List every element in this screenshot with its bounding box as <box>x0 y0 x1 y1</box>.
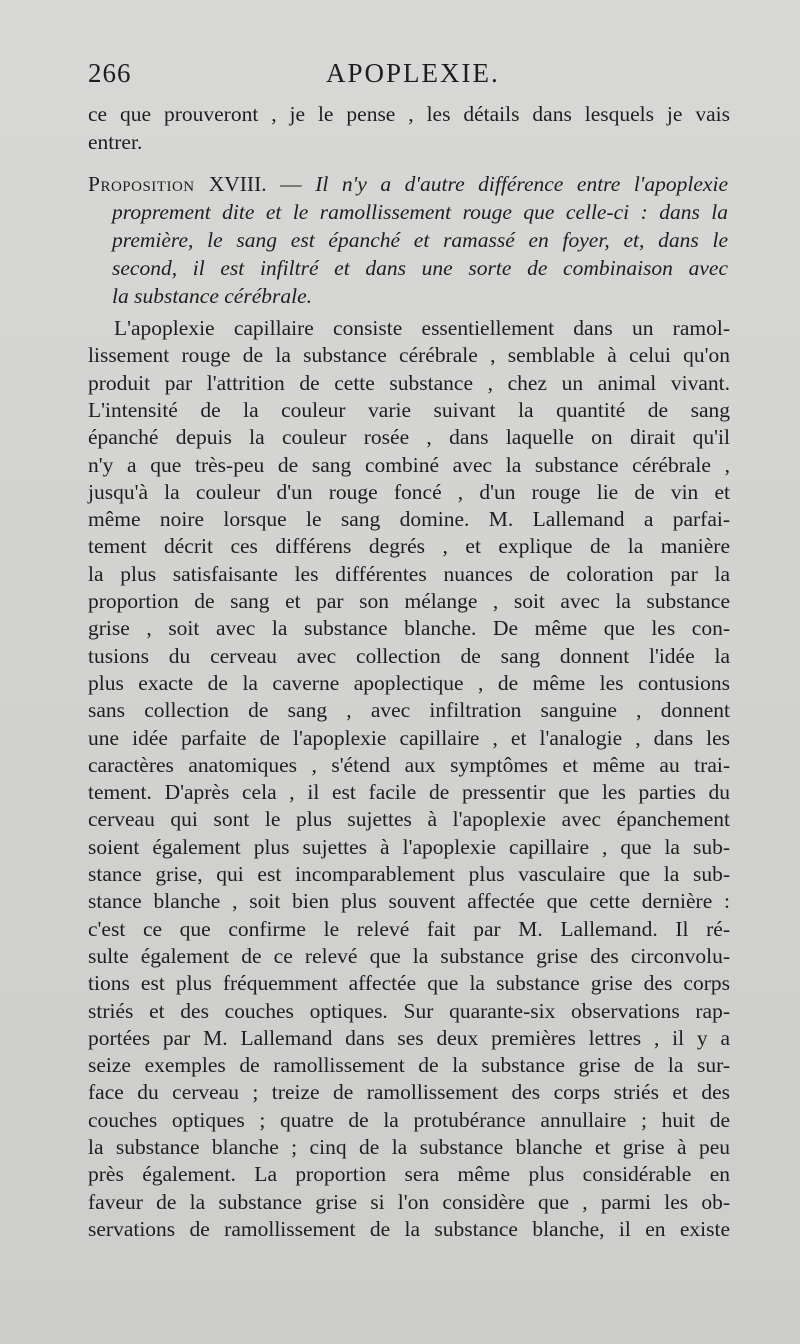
text-line: second, il est infiltré et dans une sorte de combinaison avec <box>112 256 728 280</box>
text-line: produit par l'attrition de cette substance , chez un animal vivant. <box>88 371 730 395</box>
text-line: la substance blanche ; cinq de la substance blanche et grise à peu <box>88 1135 730 1159</box>
text-line: grise , soit avec la substance blanche. De même que les con- <box>88 616 730 640</box>
proposition-number: XVIII. — <box>208 172 316 196</box>
running-title: APOPLEXIE. <box>326 58 500 88</box>
text-line: même noire lorsque le sang domine. M. Lallemand a parfai- <box>88 507 730 531</box>
text-line: ce que prouveront , je le pense , les détails dans lesquels je vais <box>88 102 730 126</box>
proposition-heading <box>88 170 728 198</box>
text-line: une idée parfaite de l'apoplexie capillaire , et l'analogie , dans les <box>88 726 730 750</box>
text-line: proportion de sang et par son mélange , soit avec la substance <box>88 589 730 613</box>
text-line: face du cerveau ; treize de ramollissement des corps striés et des <box>88 1080 730 1104</box>
text-line: première, le sang est épanché et ramassé en foyer, et, dans le <box>112 228 728 252</box>
text-line: portées par M. Lallemand dans ses deux premières lettres , il y a <box>88 1026 730 1050</box>
text-line: sans collection de sang , avec infiltration sanguine , donnent <box>88 698 730 722</box>
text-line: tement décrit ces différens degrés , et explique de la manière <box>88 534 730 558</box>
text-line: cerveau qui sont le plus sujettes à l'apoplexie avec épanchement <box>88 807 730 831</box>
text-line: entrer. <box>88 130 143 154</box>
page-number: 266 <box>88 58 132 88</box>
text-line: servations de ramollissement de la substance blanche, il en existe <box>88 1217 730 1241</box>
proposition-label: Proposition <box>88 172 209 196</box>
text-line: la plus satisfaisante les différentes nuances de coloration par la <box>88 562 730 586</box>
text-line: tions est plus fréquemment affectée que la substance grise des corps <box>88 971 730 995</box>
text-line: caractères anatomiques , s'étend aux symptômes et même au trai- <box>88 753 730 777</box>
text-line: striés et des couches optiques. Sur quarante-six observations rap- <box>88 999 730 1023</box>
text-line: L'apoplexie capillaire consiste essentiellement dans un ramol- <box>114 316 730 340</box>
text-line: la substance cérébrale. <box>112 284 313 308</box>
text-line: couches optiques ; quatre de la protubérance annullaire ; huit de <box>88 1108 730 1132</box>
text-line: lissement rouge de la substance cérébrale , semblable à celui qu'on <box>88 343 730 367</box>
text-line: tement. D'après cela , il est facile de pressentir que les parties du <box>88 780 730 804</box>
text-line: épanché depuis la couleur rosée , dans laquelle on dirait qu'il <box>88 425 730 449</box>
text-line: tusions du cerveau avec collection de sang donnent l'idée la <box>88 644 730 668</box>
text-line: proprement dite et le ramollissement rouge que celle-ci : dans la <box>112 200 728 224</box>
text-line: L'intensité de la couleur varie suivant la quantité de sang <box>88 398 730 422</box>
text-line: plus exacte de la caverne apoplectique , de même les contusions <box>88 671 730 695</box>
text-line: seize exemples de ramollissement de la substance grise de la sur- <box>88 1053 730 1077</box>
text-line: soient également plus sujettes à l'apoplexie capillaire , que la sub- <box>88 835 730 859</box>
text-line: c'est ce que confirme le relevé fait par M. Lallemand. Il ré- <box>88 917 730 941</box>
text-line: faveur de la substance grise si l'on considère que , parmi les ob- <box>88 1190 730 1214</box>
proposition-text: Il n'y a d'autre différence entre l'apoplexie <box>315 172 728 196</box>
text-line: sulte également de ce relevé que la substance grise des circonvolu- <box>88 944 730 968</box>
page-header <box>88 58 728 94</box>
text-line: près également. La proportion sera même plus considérable en <box>88 1162 730 1186</box>
text-line: stance grise, qui est incomparablement plus vasculaire que la sub- <box>88 862 730 886</box>
text-line: n'y a que très-peu de sang combiné avec la substance cérébrale , <box>88 453 730 477</box>
text-line: jusqu'à la couleur d'un rouge foncé , d'un rouge lie de vin et <box>88 480 730 504</box>
text-line: stance blanche , soit bien plus souvent affectée que cette dernière : <box>88 889 730 913</box>
